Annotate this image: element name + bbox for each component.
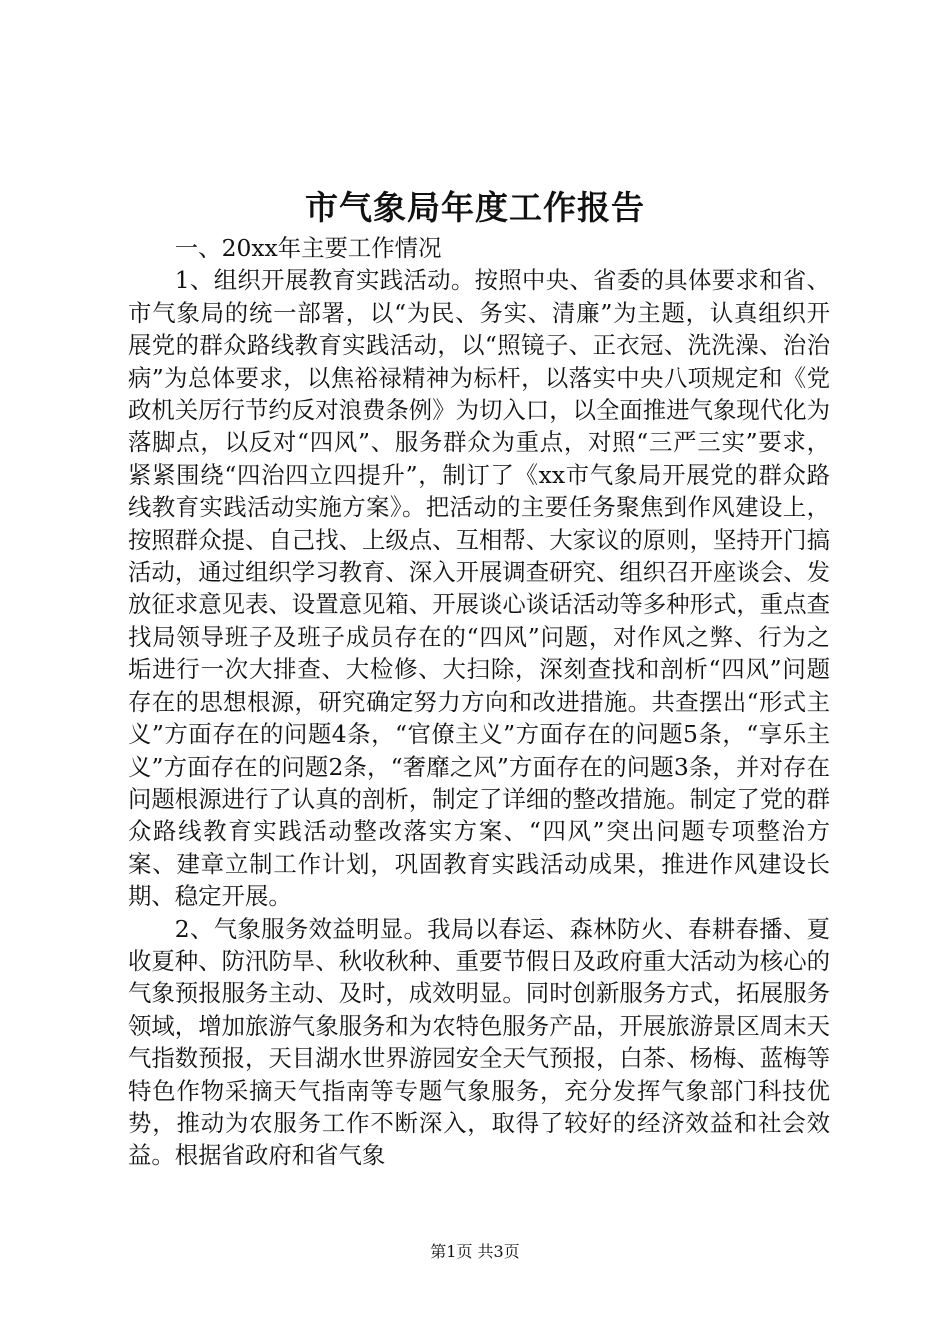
page-number-footer: 第1页 共3页 — [430, 1242, 520, 1261]
document-title: 市气象局年度工作报告 — [305, 188, 645, 227]
document-body — [128, 232, 830, 1172]
paragraph-1: 1、组织开展教育实践活动。按照中央、省委的具体要求和省、市气象局的统一部署，以“为民、务实、清廉”为主题，认真组织开展党的群众路线教育实践活动，以“照镜子、正衣冠、洗洗澡、治治病”为总体要求，以焦裕禄精神为标杆，以落实中央八项规定和《党政机关厉行节约反对浪费条例》为切入口，以全面推进气象现代化为落脚点，以反对“四风”、服务群众为重点，对照“三严三实”要求，紧紧围绕“四治四立四提升”，制订了《xx市气象局开展党的群众路线教育实践活动实施方案》。把活动的主要任务聚焦到作风建设上，按照群众提、自己找、上级点、互相帮、大家议的原则，坚持开门搞活动，通过组织学习教育、深入开展调查研究、组织召开座谈会、发放征求意见表、设置意见箱、开展谈心谈话活动等多种形式，重点查找局领导班子及班子成员存在的“四风”问题，对作风之弊、行为之垢进行一次大排查、大检修、大扫除，深刻查找和剖析“四风”问题存在的思想根源，研究确定努力方向和改进措施。共查摆出“形式主义”方面存在的问题4条，“官僚主义”方面存在的问题5条，“享乐主义”方面存在的问题2条，“奢靡之风”方面存在的问题3条，并对存在问题根源进行了认真的剖析，制定了详细的整改措施。制定了党的群众路线教育实践活动整改落实方案、“四风”突出问题专项整治方案、建章立制工作计划，巩固教育实践活动成果，推进作风建设长期、稳定开展。 — [128, 266, 830, 911]
section-heading: 一、20xx年主要工作情况 — [174, 234, 442, 262]
paragraph-2: 2、气象服务效益明显。我局以春运、森林防火、春耕春播、夏收夏种、防汛防旱、秋收秋种、重要节假日及政府重大活动为核心的气象预报服务主动、及时，成效明显。同时创新服务方式，拓展服务领域，增加旅游气象服务和为农特色服务产品，开展旅游景区周末天气指数预报，天目湖水世界游园安全天气预报，白茶、杨梅、蓝梅等特色作物采摘天气指南等专题气象服务，充分发挥气象部门科技优势，推动为农服务工作不断深入，取得了较好的经济效益和社会效益。根据省政府和省气象 — [128, 914, 830, 1170]
